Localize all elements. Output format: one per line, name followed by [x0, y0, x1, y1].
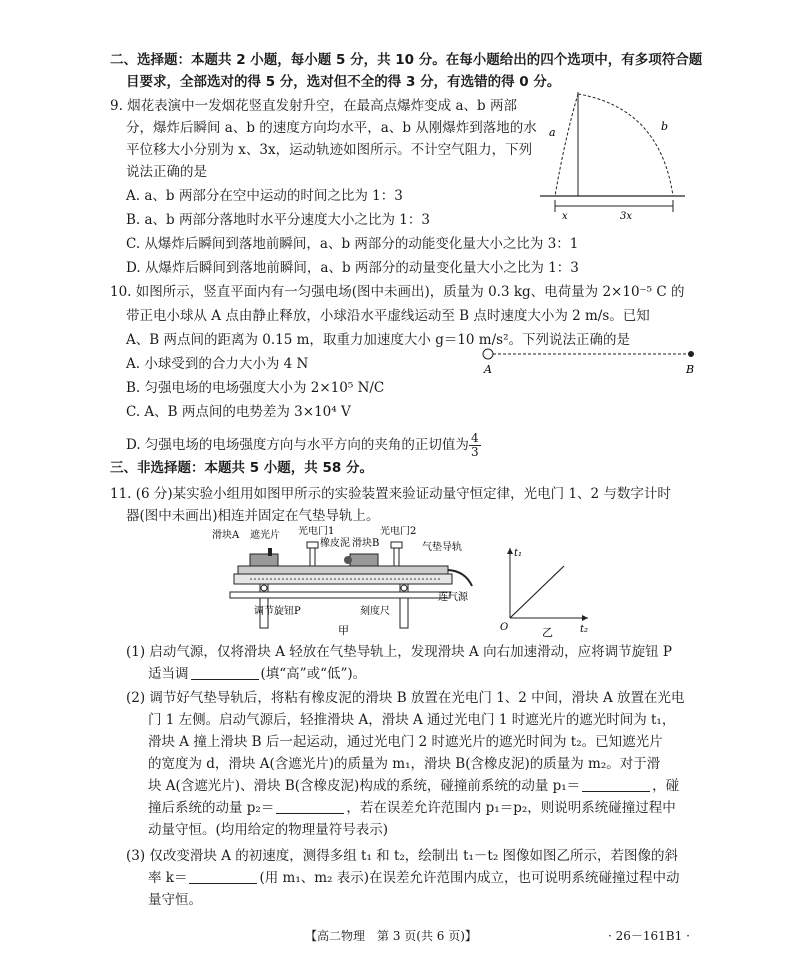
fraction-denominator: 3: [470, 445, 479, 459]
q9-stem: 分，爆炸后瞬间 a、b 的速度方向均水平，a、b 从刚爆炸到落地的水: [126, 120, 537, 136]
label-3x: 3x: [620, 211, 633, 222]
footer-page-info: 【高二物理 第 3 页(共 6 页)】: [305, 929, 477, 943]
label-putty: 橡皮泥: [320, 538, 350, 549]
q11-part3-text: (用 m₁、m₂ 表示)在误差允许范围内成立，也可说明系统碰撞过程中动: [259, 870, 680, 886]
label-shade: 遮光片: [250, 530, 280, 541]
t1-t2-line: [510, 566, 564, 618]
q9-stem: 9. 烟花表演中一发烟花竖直发射升空，在最高点爆炸变成 a、b 两部: [110, 98, 517, 114]
label-a: A: [484, 363, 492, 376]
point-b: [688, 351, 694, 357]
y-axis-label: t₁: [514, 548, 523, 559]
label-rail: 气垫导轨: [422, 542, 462, 553]
ball-at-a: [483, 349, 493, 359]
label-x: x: [562, 211, 568, 222]
q11-part1-text: 适当调: [148, 666, 189, 682]
q10-option-d: [126, 432, 481, 459]
label-b: B: [686, 363, 695, 376]
answer-blank-p1[interactable]: [582, 777, 650, 792]
q11-part2-text: 块 A(含遮光片)、滑块 B(含橡皮泥)构成的系统，碰撞前系统的动量 p₁＝: [148, 778, 581, 794]
trajectory-b: [578, 94, 673, 196]
origin-label: O: [500, 622, 509, 633]
label-knob: 调节旋钮P: [254, 606, 301, 617]
slider-b: [350, 554, 378, 566]
q11-part1: (1) 启动气源，仅将滑块 A 轻放在气垫导轨上，发现滑块 A 向右加速滑动，应将调节旋钮 P: [126, 644, 672, 660]
q9-option-d: D. 从爆炸后瞬间到落地前瞬间，a、b 两部分的动量变化量大小之比为 1：3: [126, 260, 579, 276]
q11-part3: (3) 仅改变滑块 A 的初速度，测得多组 t₁ 和 t₂，绘制出 t₁－t₂ 图像如图乙所示，若图像的斜: [126, 848, 679, 864]
q10-ab-figure: [476, 344, 706, 378]
q11-part2: [148, 776, 679, 796]
q9-stem: 说法正确的是: [126, 164, 207, 180]
label-ruler: 刻度尺: [360, 606, 390, 617]
q9-option-c: C. 从爆炸后瞬间到落地前瞬间，a、b 两部分的动能变化量大小之比为 3：1: [126, 236, 579, 252]
q10-option-d-text: D. 匀强电场的电场强度方向与水平方向的夹角的正切值为: [126, 437, 469, 453]
slider-a: [250, 554, 278, 566]
q10-stem: 10. 如图所示，竖直平面内有一匀强电场(图中未画出)，质量为 0.3 kg、电荷量为 2×10⁻⁵ C 的: [110, 284, 685, 300]
q10-option-b: B. 匀强电场的电场强度大小为 2×10⁵ N/C: [126, 380, 385, 396]
footer-code: · 26－161B1 ·: [608, 929, 690, 943]
q11-part1-text: (填“高”或“低”)。: [260, 666, 367, 682]
answer-blank-k[interactable]: [189, 869, 257, 884]
caption-jia: 甲: [338, 624, 349, 637]
section2-heading-cont: 目要求，全部选对的得 5 分，选对但不全的得 3 分，有选错的得 0 分。: [126, 74, 561, 90]
photogate-1: [310, 546, 315, 566]
answer-blank[interactable]: [191, 665, 259, 680]
q11-part2-text: ，若在误差允许范围内 p₁＝p₂，则说明系统碰撞过程中: [346, 800, 676, 816]
label-gate1: 光电门1: [298, 526, 335, 537]
q11-part2: 滑块 A 撞上滑块 B 后一起运动，通过光电门 2 时遮光片的遮光时间为 t₂。已知遮光片: [148, 734, 663, 750]
fraction: [469, 432, 481, 459]
knob-p: [261, 585, 267, 591]
label-b: b: [661, 120, 669, 133]
label-gate2: 光电门2: [380, 526, 417, 537]
bench: [230, 592, 450, 598]
trajectory-a: [555, 94, 578, 196]
q9-stem: 平位移大小分别为 x、3x，运动轨迹如图所示。不计空气阻力，下列: [126, 142, 533, 158]
section2-heading: 二、选择题：本题共 2 小题，每小题 5 分，共 10 分。在每小题给出的四个选项中，有多项符合题: [110, 52, 703, 68]
q9-option-a: A. a、b 两部分在空中运动的时间之比为 1：3: [126, 188, 403, 204]
q10-option-c: C. A、B 两点间的电势差为 3×10⁴ V: [126, 404, 351, 420]
q11-part2: [148, 798, 676, 818]
q11-part2-text: ，碰: [652, 778, 680, 794]
q11-part2: 门 1 左侧。启动气源后，轻推滑块 A，滑块 A 通过光电门 1 时遮光片的遮光时间为 t₁，: [148, 712, 676, 728]
fraction-numerator: 4: [470, 431, 479, 445]
shade-strip: [268, 548, 272, 556]
q11-stem: 器(图中未画出)相连并固定在气垫导轨上。: [126, 508, 380, 524]
q11-part2: 的宽度为 d，滑块 A(含遮光片)的质量为 m₁，滑块 B(含橡皮泥)的质量为 m₂。对于滑: [148, 756, 661, 772]
q11-part3-text: 率 k＝: [148, 870, 188, 886]
label-air-source: 连气源: [438, 592, 468, 603]
section3-heading: 三、非选择题：本题共 5 小题，共 58 分。: [110, 460, 373, 476]
q11-part2: 动量守恒。(均用给定的物理量符号表示): [148, 822, 389, 838]
figure-yi-graph: [492, 540, 602, 640]
q11-part2: (2) 调节好气垫导轨后，将粘有橡皮泥的滑块 B 放置在光电门 1、2 中间，滑块 A 放置在光电: [126, 690, 685, 706]
q10-stem: A、B 两点间的距离为 0.15 m，取重力加速度大小 g＝10 m/s²。下列说法正确的是: [126, 332, 630, 348]
q11-part3: 量守恒。: [148, 892, 202, 908]
q10-option-a: A. 小球受到的合力大小为 4 N: [126, 356, 309, 372]
label-slider-b: 滑块B: [352, 538, 380, 549]
figure-jia-apparatus: [210, 526, 480, 638]
q11-part3: [148, 868, 680, 888]
q10-stem: 带正电小球从 A 点由静止释放，小球沿水平虚线运动至 B 点时速度大小为 2 m/s。已知: [126, 308, 650, 324]
q11-part1-cont: [148, 664, 366, 684]
q9-trajectory-figure: [535, 88, 695, 223]
label-a: a: [549, 126, 556, 139]
answer-blank-p2[interactable]: [276, 799, 344, 814]
caption-yi: 乙: [542, 626, 553, 639]
putty: [344, 556, 352, 564]
q9-option-b: B. a、b 两部分落地时水平分速度大小之比为 1：3: [126, 212, 430, 228]
x-axis-label: t₂: [580, 624, 589, 635]
photogate-2: [394, 546, 399, 566]
q11-stem: 11. (6 分)某实验小组用如图甲所示的实验装置来验证动量守恒定律，光电门 1、2 与数字计时: [110, 486, 671, 502]
air-track: [238, 566, 448, 574]
label-slider-a: 滑块A: [212, 530, 240, 541]
q11-part2-text: 撞后系统的动量 p₂＝: [148, 800, 275, 816]
